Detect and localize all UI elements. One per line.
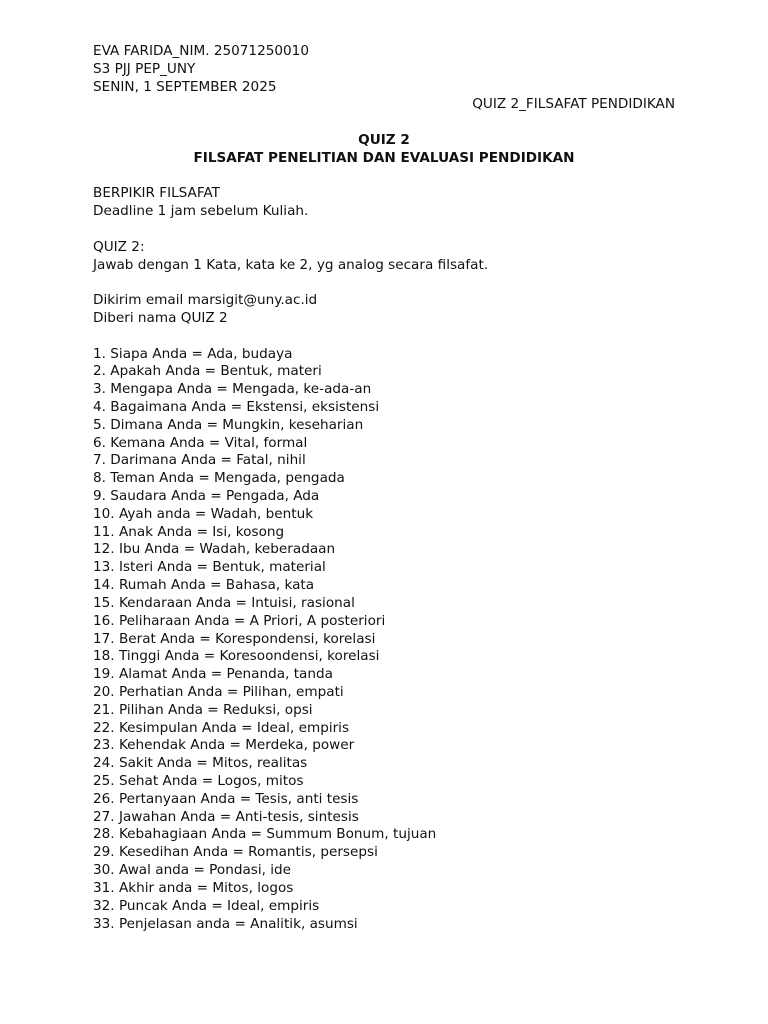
list-item: 11. Anak Anda = Isi, kosong [93,523,285,540]
list-item: 16. Peliharaan Anda = A Priori, A posteriori [93,612,386,629]
list-item: 8. Teman Anda = Mengada, pengada [93,470,345,487]
author-name-nim: EVA FARIDA_NIM. 25071250010 [93,43,309,59]
list-item: 20. Perhatian Anda = Pilihan, empati [93,683,344,700]
list-item: 24. Sakit Anda = Mitos, realitas [93,755,308,772]
list-item: 13. Isteri Anda = Bentuk, material [93,559,326,576]
list-item: 31. Akhir anda = Mitos, logos [93,879,294,896]
spacer [93,221,675,239]
list-item: 17. Berat Anda = Korespondensi, korelasi [93,630,376,647]
list-item: 25. Sehat Anda = Logos, mitos [93,773,304,790]
deadline-text: Deadline 1 jam sebelum Kuliah. [93,203,309,220]
list-item: 2. Apakah Anda = Bentuk, materi [93,363,322,380]
list-item: 28. Kebahagiaan Anda = Summum Bonum, tujuan [93,826,437,843]
list-item: 14. Rumah Anda = Bahasa, kata [93,577,315,594]
list-item: 29. Kesedihan Anda = Romantis, persepsi [93,844,378,861]
list-item: 21. Pilihan Anda = Reduksi, opsi [93,701,313,718]
answer-list [93,346,675,934]
list-item: 10. Ayah anda = Wadah, bentuk [93,505,314,522]
document-header-title: QUIZ 2_FILSAFAT PENDIDIKAN [472,96,675,113]
quiz-label: QUIZ 2: [93,238,145,255]
list-item: 5. Dimana Anda = Mungkin, keseharian [93,416,364,433]
list-item: 12. Ibu Anda = Wadah, keberadaan [93,541,336,558]
list-item: 23. Kehendak Anda = Merdeka, power [93,737,355,754]
quiz-title: QUIZ 2 [358,131,410,148]
list-item: 19. Alamat Anda = Penanda, tanda [93,666,333,683]
naming-instruction: Diberi nama QUIZ 2 [93,309,228,326]
list-item: 26. Pertanyaan Anda = Tesis, anti tesis [93,790,359,807]
list-item: 15. Kendaraan Anda = Intuisi, rasional [93,594,355,611]
list-item: 32. Puncak Anda = Ideal, empiris [93,897,320,914]
list-item: 22. Kesimpulan Anda = Ideal, empiris [93,719,350,736]
date-line: SENIN, 1 SEPTEMBER 2025 [93,78,277,95]
list-item: 9. Saudara Anda = Pengada, Ada [93,488,320,505]
email-instruction: Dikirim email marsigit@uny.ac.id [93,292,318,309]
list-item: 1. Siapa Anda = Ada, budaya [93,345,293,362]
list-item: 33. Penjelasan anda = Analitik, asumsi [93,915,358,932]
spacer [93,328,675,346]
list-item: 6. Kemana Anda = Vital, formal [93,434,308,451]
list-item: 27. Jawahan Anda = Anti-tesis, sintesis [93,808,359,825]
list-item: 3. Mengapa Anda = Mengada, ke-ada-an [93,381,372,398]
program-line: S3 PJJ PEP_UNY [93,60,196,77]
list-item: 7. Darimana Anda = Fatal, nihil [93,452,306,469]
spacer [93,114,675,132]
document-page [93,43,675,933]
list-item: 18. Tinggi Anda = Koresoondensi, korelasi [93,648,380,665]
list-item: 4. Bagaimana Anda = Ekstensi, eksistensi [93,398,380,415]
list-item: 30. Awal anda = Pondasi, ide [93,862,292,879]
spacer [93,274,675,292]
topic-heading: BERPIKIR FILSAFAT [93,185,220,202]
course-title: FILSAFAT PENELITIAN DAN EVALUASI PENDIDIKAN [193,149,575,166]
spacer [93,168,675,186]
instruction-text: Jawab dengan 1 Kata, kata ke 2, yg analog secara filsafat. [93,256,489,273]
